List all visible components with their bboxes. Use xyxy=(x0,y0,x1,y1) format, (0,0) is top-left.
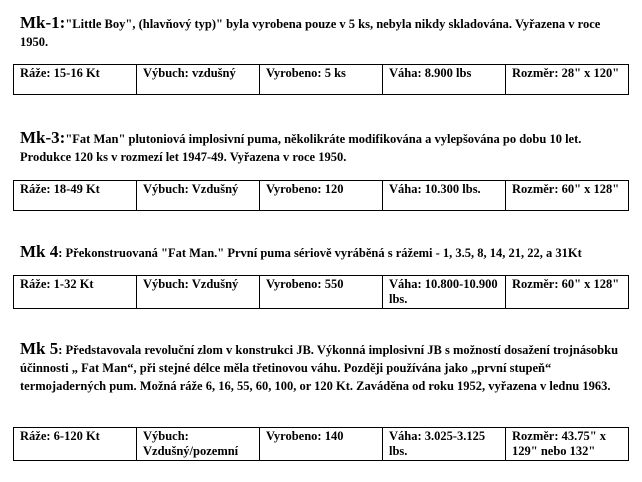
spec-weight: Váha: 8.900 lbs xyxy=(383,65,506,95)
section-mk1-text: "Little Boy", (hlavňový typ)" byla vyrobena pouze v 5 ks, nebyla nikdy skladována. Vyřazena v roce 1950. xyxy=(20,17,601,49)
spec-table-mk3 xyxy=(13,180,629,211)
spec-burst: Výbuch: vzdušný xyxy=(137,65,260,95)
section-mk3-description xyxy=(20,129,628,166)
spec-dimensions: Rozměr: 60" x 128" xyxy=(506,276,629,309)
spec-table-mk5 xyxy=(13,427,629,461)
table-row xyxy=(14,276,629,309)
spec-weight: Váha: 3.025-3.125 lbs. xyxy=(383,428,506,461)
section-mk1-description xyxy=(20,14,628,51)
spec-dimensions: Rozměr: 60" x 128" xyxy=(506,181,629,211)
spec-yield: Ráže: 18-49 Kt xyxy=(14,181,137,211)
section-mk3-text: "Fat Man" plutoniová implosivní puma, několikráte modifikována a vylepšována po dobu 10 let. Produkce 120 ks v rozmezí let 1947-49. Vyřazena v roce 1950. xyxy=(20,132,582,164)
spec-weight: Váha: 10.800-10.900 lbs. xyxy=(383,276,506,309)
spec-burst: Výbuch: Vzdušný xyxy=(137,181,260,211)
section-mk4-text: : Překonstruovaná "Fat Man." První puma sériově vyráběná s rážemi - 1, 3.5, 8, 14, 21, 22, a 31Kt xyxy=(58,246,582,260)
spec-yield: Ráže: 6-120 Kt xyxy=(14,428,137,461)
table-row xyxy=(14,428,629,461)
spec-table-mk1 xyxy=(13,64,629,95)
spec-produced: Vyrobeno: 140 xyxy=(260,428,383,461)
spec-weight: Váha: 10.300 lbs. xyxy=(383,181,506,211)
section-mk3-heading: Mk-3: xyxy=(20,128,66,147)
spec-table-mk4 xyxy=(13,275,629,309)
section-mk4-description xyxy=(20,243,628,262)
spec-produced: Vyrobeno: 550 xyxy=(260,276,383,309)
table-row xyxy=(14,65,629,95)
spec-produced: Vyrobeno: 120 xyxy=(260,181,383,211)
spec-burst: Výbuch: Vzdušný/pozemní xyxy=(137,428,260,461)
section-mk5-heading: Mk 5 xyxy=(20,339,59,358)
spec-produced: Vyrobeno: 5 ks xyxy=(260,65,383,95)
table-row xyxy=(14,181,629,211)
section-mk1-heading: Mk-1: xyxy=(20,13,66,32)
section-mk5-description xyxy=(20,340,628,395)
spec-burst: Výbuch: Vzdušný xyxy=(137,276,260,309)
spec-dimensions: Rozměr: 43.75" x 129" nebo 132" xyxy=(506,428,629,461)
section-mk5-text: : Představovala revoluční zlom v konstrukci JB. Výkonná implosivní JB s možností dosažení trojnásobku účinnosti „ Fat Man“, při stejné délce měla třetinovou váhu. Později používána jako „první stupeň“ termojaderných pum. Možná ráže 6, 16, 55, 60, 100, or 120 Kt. Zaváděna od roku 1952, vyřazena v lednu 1963. xyxy=(20,343,619,393)
section-mk4-heading: Mk 4 xyxy=(20,242,59,261)
spec-yield: Ráže: 15-16 Kt xyxy=(14,65,137,95)
spec-dimensions: Rozměr: 28" x 120" xyxy=(506,65,629,95)
spec-yield: Ráže: 1-32 Kt xyxy=(14,276,137,309)
